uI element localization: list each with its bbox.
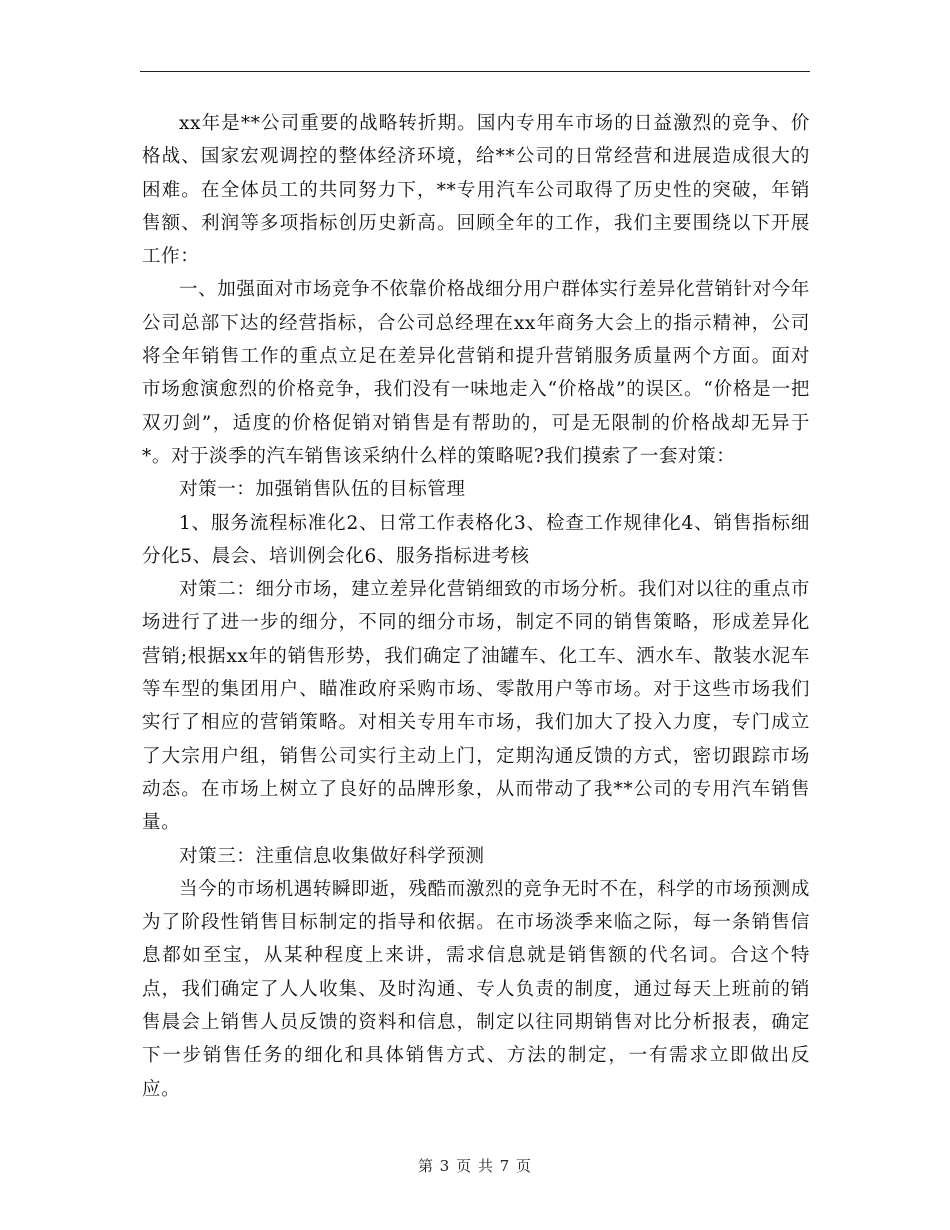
paragraph-intro: xx年是**公司重要的战略转折期。国内专用车市场的日益激烈的竞争、价格战、国家宏观调控的整体经济环境，给**公司的日常经营和进展造成很大的困难。在全体员工的共同努力下，**专用汽车公司取得了历史性的突破，年销售额、利润等多项指标创历史新高。回顾全年的工作，我们主要围绕以下开展工作：: [142, 113, 810, 268]
document-body: [142, 107, 810, 1106]
header-rule: [140, 71, 810, 72]
paragraph-strategy-two: 对策二：细分市场，建立差异化营销细致的市场分析。我们对以往的重点市场进行了进一步的细分，不同的细分市场，制定不同的销售策略，形成差异化营销;根据xx年的销售形势，我们确定了油罐车、化工车、洒水车、散装水泥车等车型的集团用户、瞄准政府采购市场、零散用户等市场。对于这些市场我们实行了相应的营销策略。对相关专用车市场，我们加大了投入力度，专门成立了大宗用户组，销售公司实行主动上门，定期沟通反馈的方式，密切跟踪市场动态。在市场上树立了良好的品牌形象，从而带动了我**公司的专用汽车销售量。: [142, 579, 810, 834]
paragraph-strategy-one-heading: 对策一：加强销售队伍的目标管理: [179, 479, 466, 501]
paragraph-strategy-one-list: 1、服务流程标准化2、日常工作表格化3、检查工作规律化4、销售指标细分化5、晨会、培训例会化6、服务指标进考核: [142, 512, 810, 567]
paragraph-market-forecast: 当今的市场机遇转瞬即逝，残酷而激烈的竞争无时不在，科学的市场预测成为了阶段性销售目标制定的指导和依据。在市场淡季来临之际，每一条销售信息都如至宝，从某种程度上来讲，需求信息就是销售额的代名词。合这个特点，我们确定了人人收集、及时沟通、专人负责的制度，通过每天上班前的销售晨会上销售人员反馈的资料和信息，制定以往同期销售对比分析报表，确定下一步销售任务的细化和具体销售方式、方法的制定，一有需求立即做出反应。: [142, 878, 810, 1100]
paragraph-section-one: 一、加强面对市场竞争不依靠价格战细分用户群体实行差异化营销针对今年公司总部下达的经营指标，合公司总经理在xx年商务大会上的指示精神，公司将全年销售工作的重点立足在差异化营销和提升营销服务质量两个方面。面对市场愈演愈烈的价格竞争，我们没有一味地走入“价格战”的误区。“价格是一把双刃剑”，适度的价格促销对销售是有帮助的，可是无限制的价格战却无异于*。对于淡季的汽车销售该采纳什么样的策略呢?我们摸索了一套对策：: [142, 279, 810, 467]
paragraph-strategy-three-heading: 对策三：注重信息收集做好科学预测: [179, 845, 485, 867]
page-number: 第 3 页 共 7 页: [418, 1157, 532, 1175]
